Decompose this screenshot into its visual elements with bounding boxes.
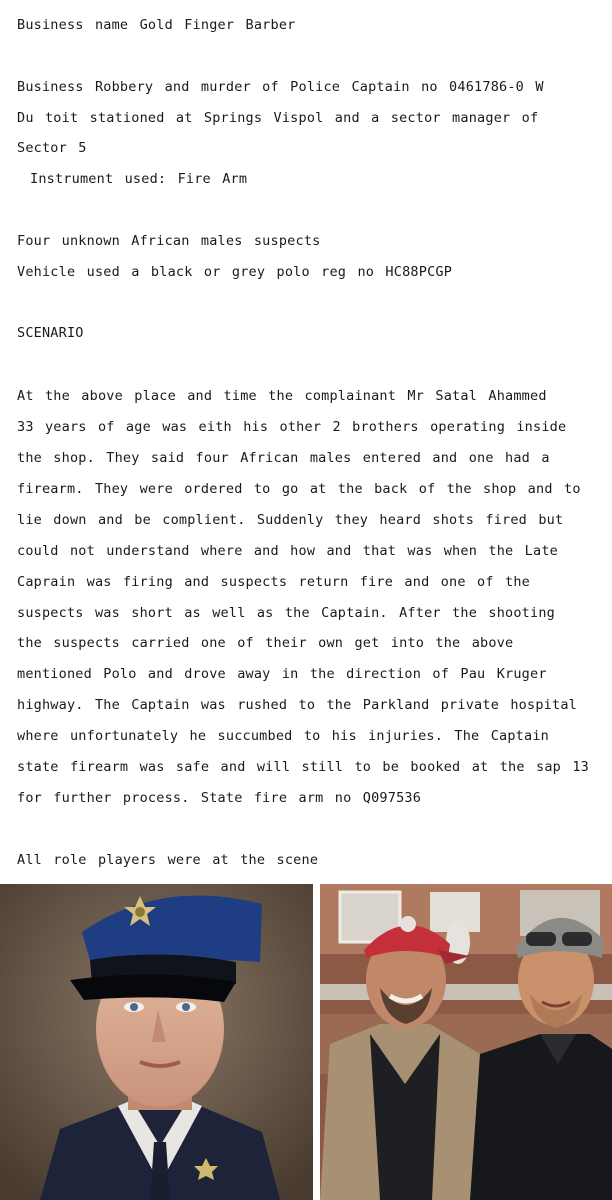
- scenario-line-6: could not understand where and how and that was when the Late: [17, 543, 558, 559]
- scenario-line-8: suspects was short as well as the Captain. After the shooting: [17, 605, 555, 621]
- scenario-line-1: At the above place and time the complainant Mr Satal Ahammed: [17, 388, 547, 404]
- role-players-line: All role players were at the scene: [17, 852, 319, 868]
- scenario-line-13: state firearm was safe and will still to be booked at the sap 13: [17, 759, 589, 775]
- instrument-line: Instrument used: Fire Arm: [30, 171, 248, 187]
- suspects-line: Four unknown African males suspects: [17, 233, 321, 249]
- scenario-line-12: where unfortunately he succumbed to his injuries. The Captain: [17, 728, 549, 744]
- scenario-line-14: for further process. State fire arm no Q097536: [17, 790, 422, 806]
- scenario-line-3: the shop. They said four African males entered and one had a: [17, 450, 550, 466]
- two-men-outdoor-photo: [320, 884, 612, 1200]
- photo-strip: [0, 884, 612, 1200]
- scenario-line-10: mentioned Polo and drove away in the direction of Pau Kruger: [17, 666, 547, 682]
- case-line-3: Sector 5: [17, 140, 87, 156]
- scenario-heading: SCENARIO: [17, 325, 84, 341]
- vehicle-line: Vehicle used a black or grey polo reg no HC88PCGP: [17, 264, 453, 280]
- business-name-line: Business name Gold Finger Barber: [17, 17, 296, 33]
- scenario-line-5: lie down and be complient. Suddenly they heard shots fired but: [17, 512, 564, 528]
- case-line-2: Du toit stationed at Springs Vispol and a sector manager of: [17, 110, 539, 126]
- case-line-1: Business Robbery and murder of Police Captain no 0461786-0 W: [17, 79, 544, 95]
- scenario-line-9: the suspects carried one of their own get into the above: [17, 635, 514, 651]
- scenario-line-4: firearm. They were ordered to go at the back of the shop and to: [17, 481, 581, 497]
- police-uniform-portrait: [0, 884, 313, 1200]
- scenario-line-7: Caprain was firing and suspects return fire and one of the: [17, 574, 531, 590]
- scenario-line-11: highway. The Captain was rushed to the Parkland private hospital: [17, 697, 577, 713]
- scenario-line-2: 33 years of age was eith his other 2 brothers operating inside: [17, 419, 567, 435]
